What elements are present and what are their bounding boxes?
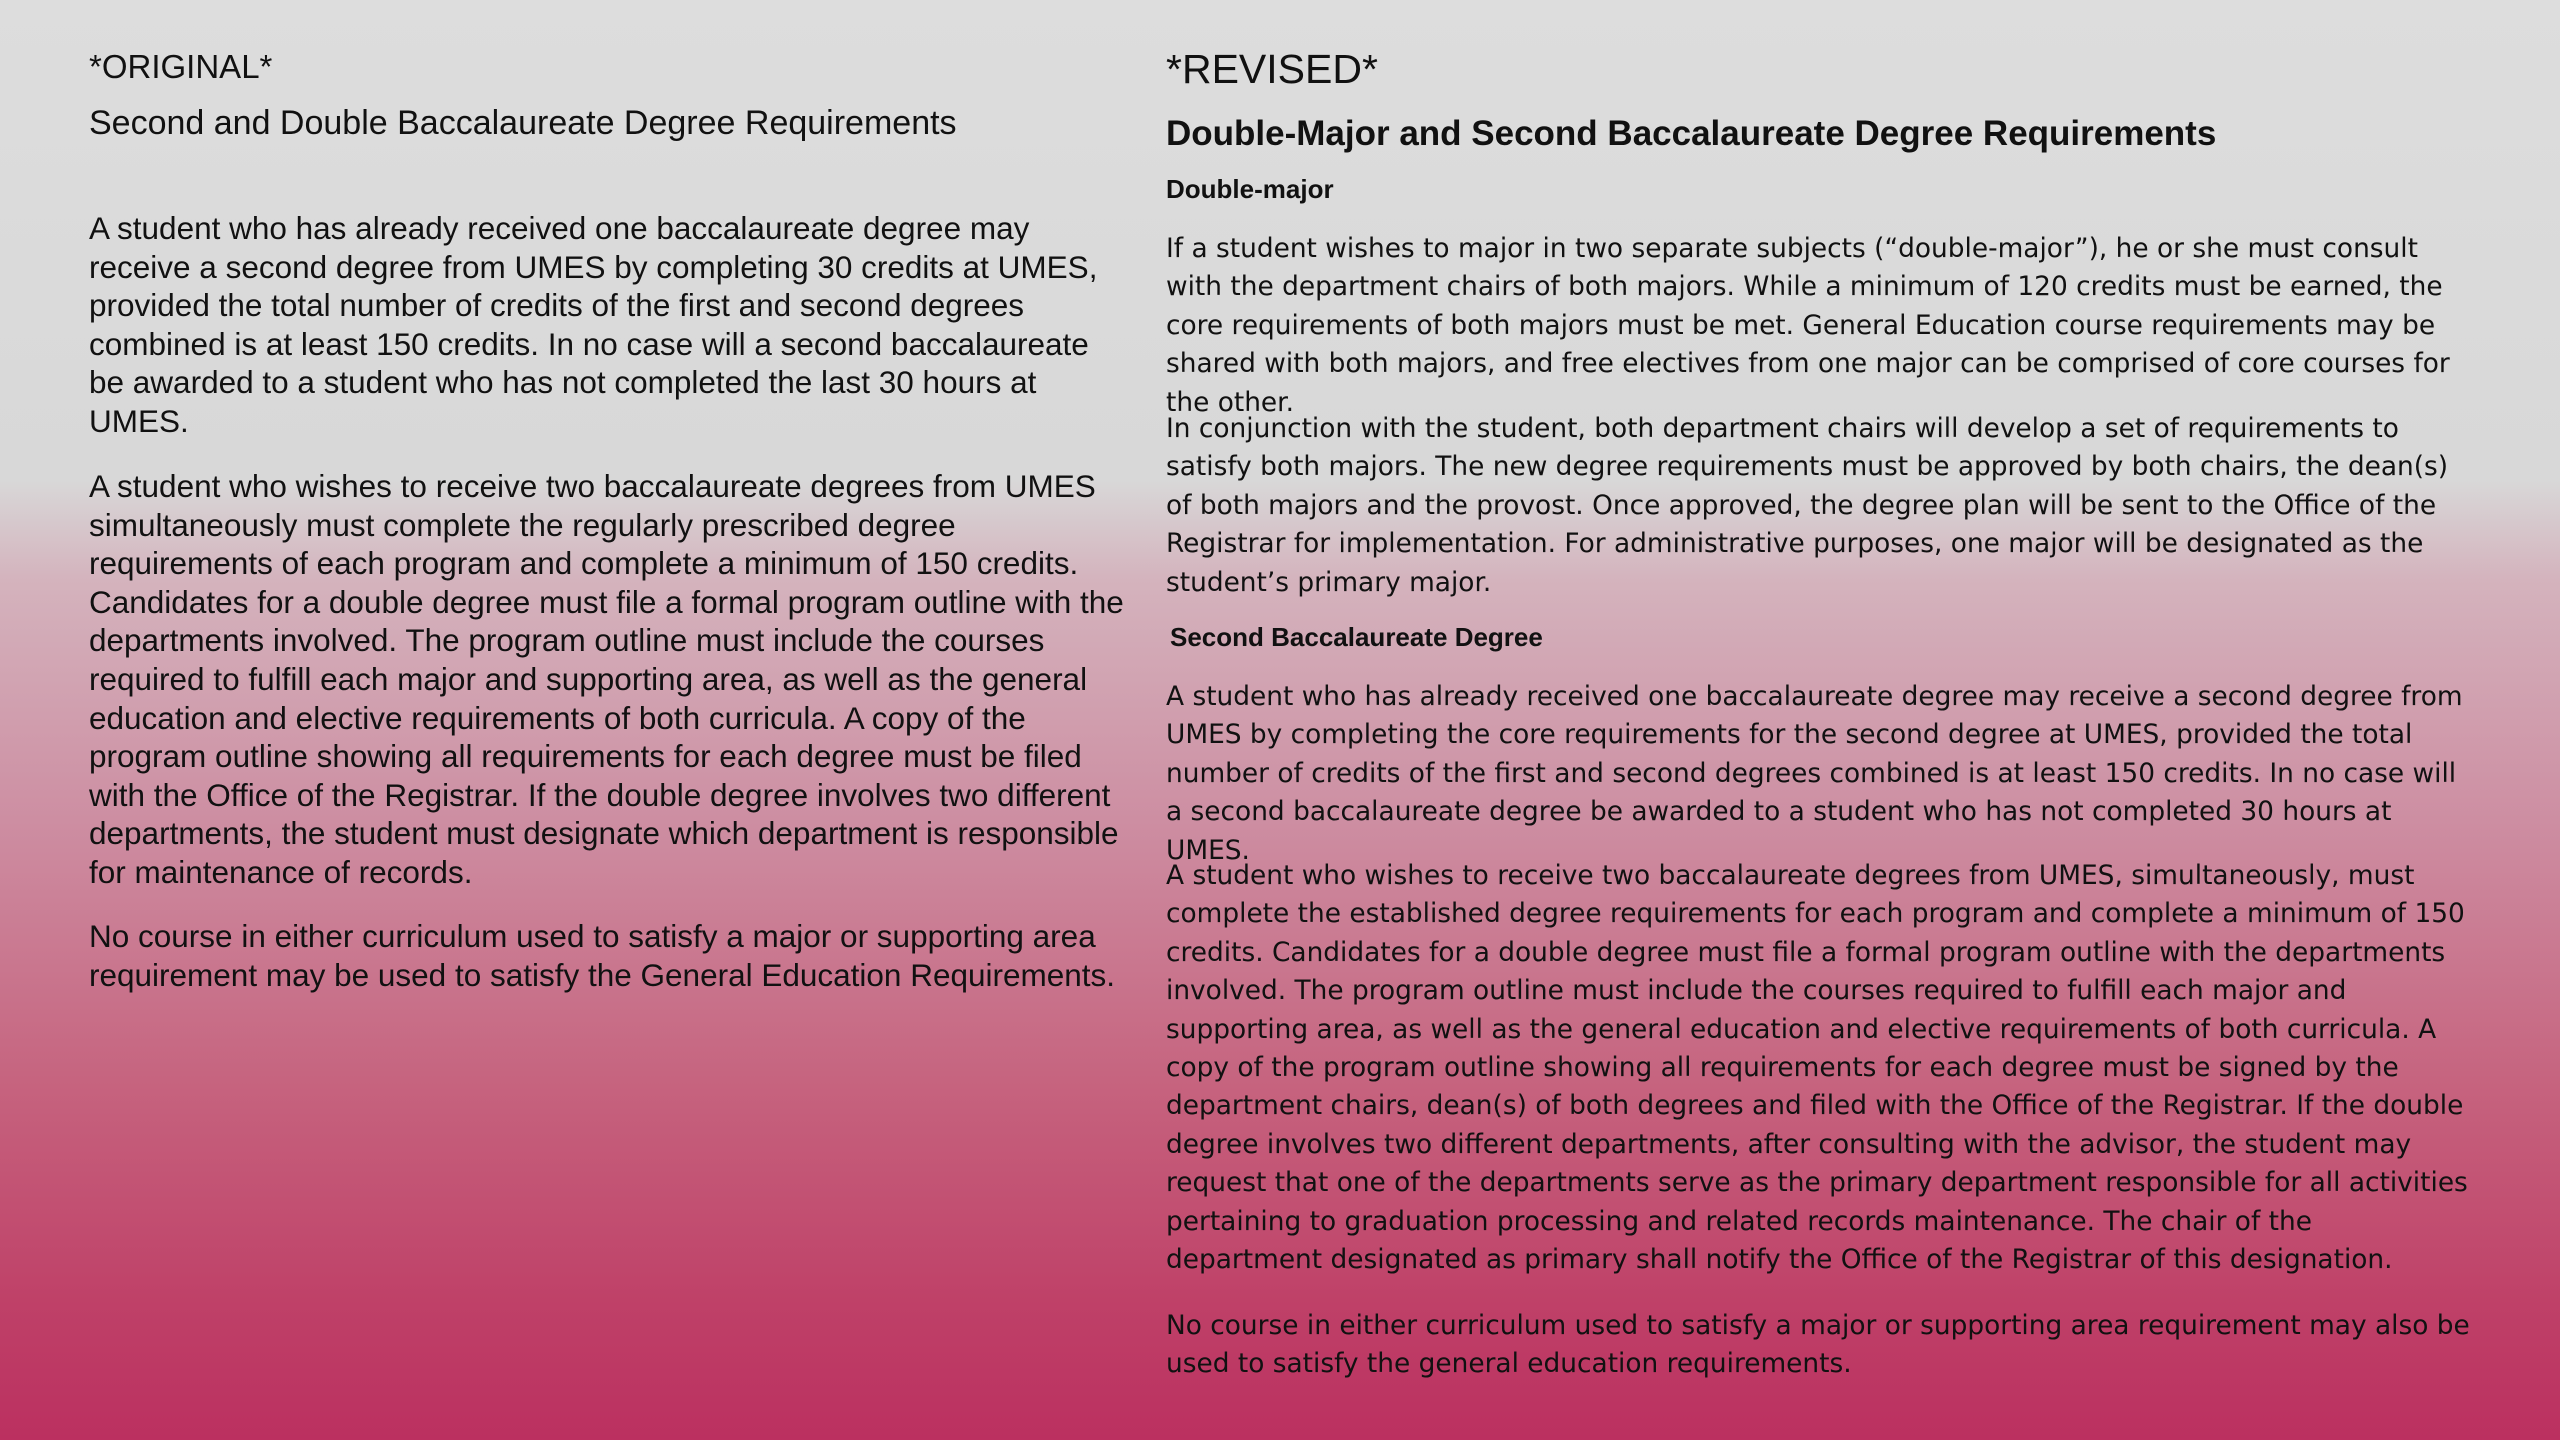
second-degree-paragraph-1: A student who has already received one baccalaureate degree may receive a second degree from UMES by completing the core requirements for the second degree at UMES, provided the total number of credits of the first and second degrees combined is at least 150 credits. In no case will a second baccalaureate degree be awarded to a student who has not completed 30 hours at UMES.	[1166, 681, 2463, 866]
revised-label: *REVISED*	[1166, 46, 1378, 92]
original-paragraph-2: A student who wishes to receive two baccalaureate degrees from UMES simultaneously must complete the regularly prescribed degree requirements of each program and complete a minimum of 150 credits. Candidates for a double degree must file a formal program outline with the departments involved. The program outline must include the courses required to fulfill each major and supporting area, as well as the general education and elective requirements of both curricula. A copy of the program outline showing all requirements for each degree must be filed with the Office of the Registrar. If the double degree involves two different departments, the student must designate which department is responsible for maintenance of records.	[89, 468, 1124, 890]
second-degree-subheading: Second Baccalaureate Degree	[1170, 622, 1543, 652]
original-heading: Second and Double Baccalaureate Degree Requirements	[89, 104, 957, 142]
revised-heading: Double-Major and Second Baccalaureate Degree Requirements	[1166, 114, 2217, 153]
second-degree-paragraph-2: A student who wishes to receive two baccalaureate degrees from UMES, simultaneously, must complete the established degree requirements for each program and complete a minimum of 150 credits. Candidates for a double degree must file a formal program outline with the departments involved. The program outline must include the courses required to fulfill each major and supporting area, as well as the general education and elective requirements of both curricula. A copy of the program outline showing all requirements for each degree must be signed by the department chairs, dean(s) of both degrees and filed with the Office of the Registrar. If the double degree involves two different departments, after consulting with the advisor, the student may request that one of the departments serve as the primary department responsible for all activities pertaining to graduation processing and related records maintenance. The chair of the department designated as primary shall notify the Office of the Registrar of this designation.	[1166, 860, 2468, 1276]
original-paragraph-3: No course in either curriculum used to satisfy a major or supporting area requirement may be used to satisfy the General Education Requirements.	[89, 918, 1116, 993]
original-label: *ORIGINAL*	[89, 48, 273, 85]
double-major-paragraph-2: In conjunction with the student, both department chairs will develop a set of requirements to satisfy both majors. The new degree requirements must be approved by both chairs, the dean(s) of both majors and the provost. Once approved, the degree plan will be sent to the Office of the Registrar for implementation. For administrative purposes, one major will be designated as the student’s primary major.	[1166, 413, 2449, 598]
second-degree-paragraph-3: No course in either curriculum used to satisfy a major or supporting area requirement may also be used to satisfy the general education requirements.	[1166, 1310, 2470, 1380]
original-paragraph-1: A student who has already received one baccalaureate degree may receive a second degree from UMES by completing 30 credits at UMES, provided the total number of credits of the first and second degrees combined is at least 150 credits. In no case will a second baccalaureate be awarded to a student who has not completed the last 30 hours at UMES.	[89, 210, 1098, 439]
double-major-subheading: Double-major	[1166, 174, 1334, 204]
double-major-paragraph-1: If a student wishes to major in two separate subjects (“double-major”), he or she must consult with the department chairs of both majors. While a minimum of 120 credits must be earned, the core requirements of both majors must be met. General Education course requirements may be shared with both majors, and free electives from one major can be comprised of core courses for the other.	[1166, 233, 2450, 418]
